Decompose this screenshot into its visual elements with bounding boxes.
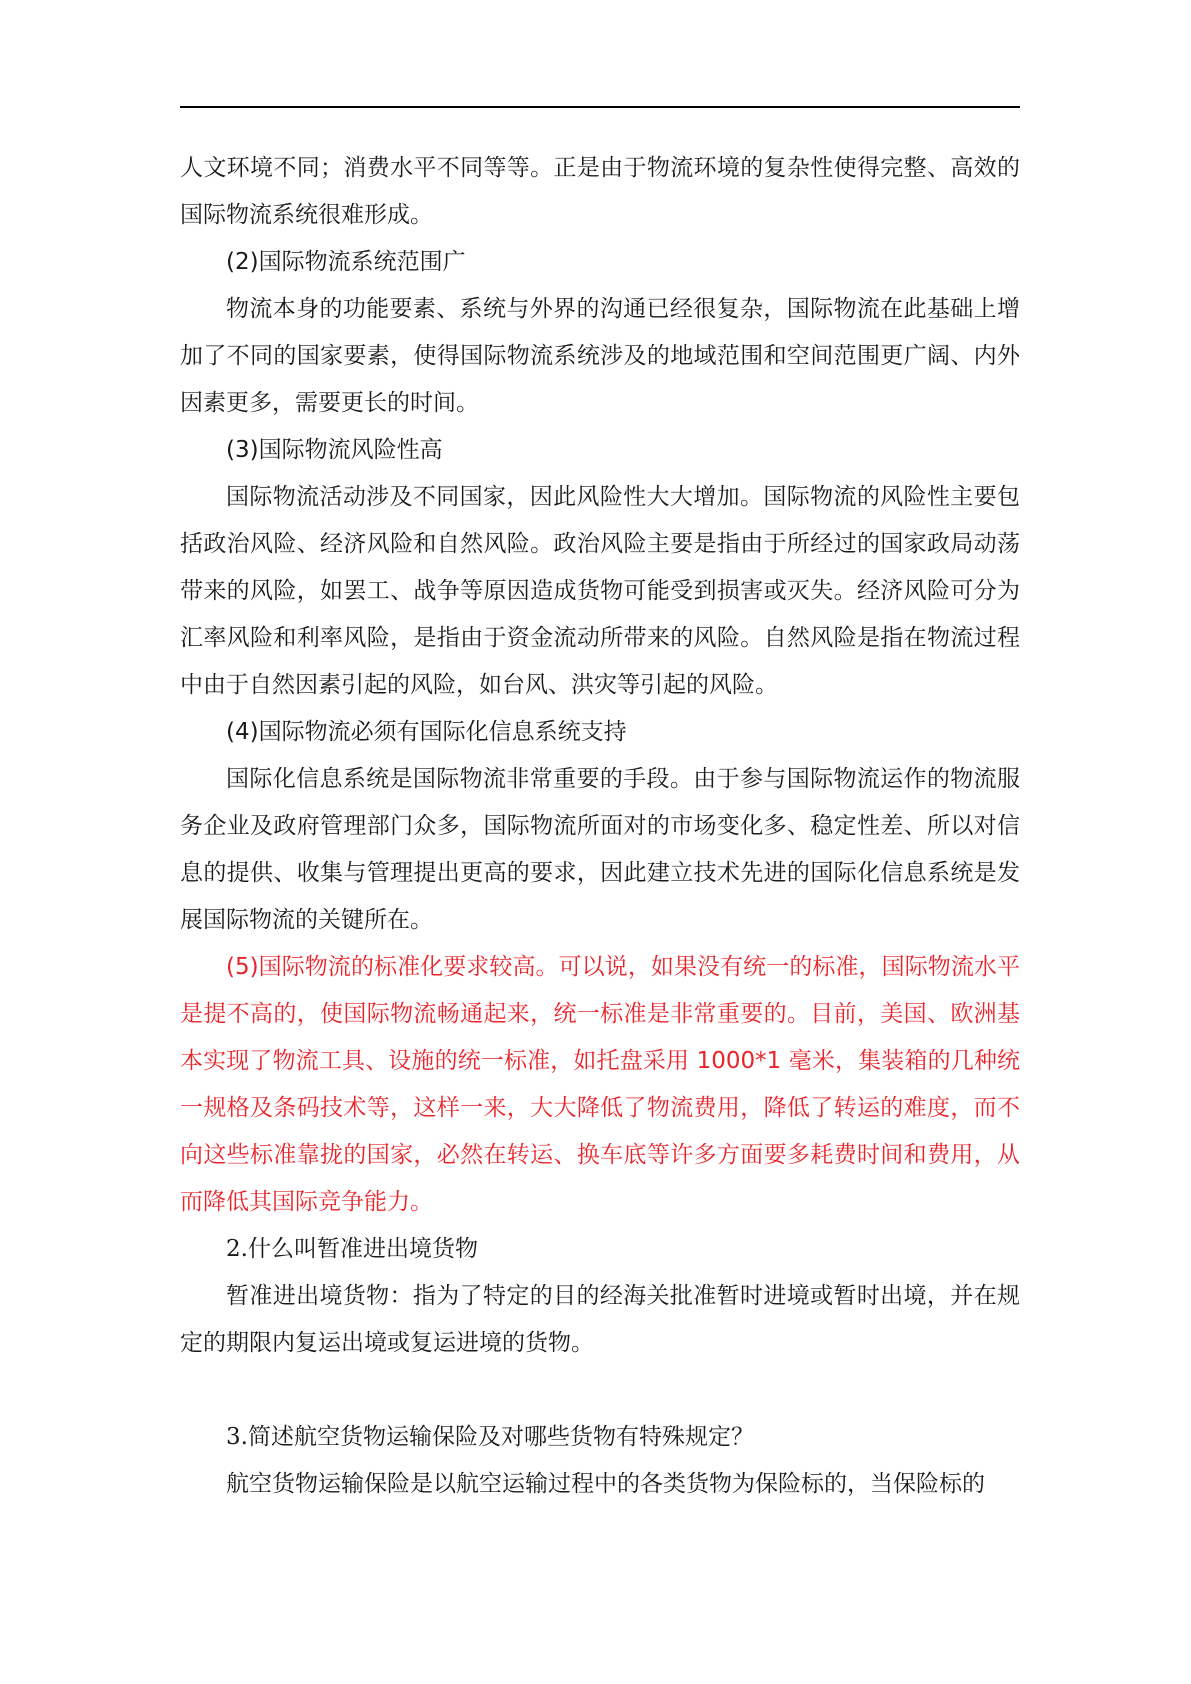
paragraph-scope-wide: 物流本身的功能要素、系统与外界的沟通已经很复杂，国际物流在此基础上增加了不同的国家要素，使得国际物流系统涉及的地域范围和空间范围更广阔、内外因素更多，需要更长的时间。	[180, 296, 1020, 416]
document-body	[180, 145, 1020, 1508]
question-air-cargo-insurance: 3.简述航空货物运输保险及对哪些货物有特殊规定？	[226, 1424, 754, 1450]
question-temporary-goods: 2.什么叫暂准进出境货物	[226, 1236, 478, 1262]
answer-temporary-goods: 暂准进出境货物：指为了特定的目的经海关批准暂时进境或暂时出境，并在规定的期限内复运出境或复运进境的货物。	[180, 1283, 1020, 1356]
paragraph-info-system: 国际化信息系统是国际物流非常重要的手段。由于参与国际物流运作的物流服务企业及政府管理部门众多，国际物流所面对的市场变化多、稳定性差、所以对信息的提供、收集与管理提出更高的要求，因此建立技术先进的国际化信息系统是发展国际物流的关键所在。	[180, 766, 1020, 933]
paragraph-high-risk: 国际物流活动涉及不同国家，因此风险性大大增加。国际物流的风险性主要包括政治风险、经济风险和自然风险。政治风险主要是指由于所经过的国家政局动荡带来的风险，如罢工、战争等原因造成货物可能受到损害或灭失。经济风险可分为汇率风险和利率风险，是指由于资金流动所带来的风险。自然风险是指在物流过程中由于自然因素引起的风险，如台风、洪灾等引起的风险。	[180, 484, 1020, 698]
heading-info-system: (4)国际物流必须有国际化信息系统支持	[226, 719, 627, 745]
heading-high-risk: (3)国际物流风险性高	[226, 437, 443, 463]
blank-line	[180, 1367, 1020, 1414]
header-rule	[180, 106, 1020, 108]
answer-air-cargo-insurance: 航空货物运输保险是以航空运输过程中的各类货物为保险标的，当保险标的	[226, 1471, 985, 1497]
heading-scope-wide: (2)国际物流系统范围广	[226, 249, 466, 275]
paragraph-continued: 人文环境不同；消费水平不同等等。正是由于物流环境的复杂性使得完整、高效的国际物流系统很难形成。	[180, 155, 1020, 228]
paragraph-standardization: (5)国际物流的标准化要求较高。可以说，如果没有统一的标准，国际物流水平是提不高的，使国际物流畅通起来，统一标准是非常重要的。目前，美国、欧洲基本实现了物流工具、设施的统一标准，如托盘采用 1000*1 毫米，集装箱的几种统一规格及条码技术等，这样一来，大大降低了物流费用，降低了转运的难度，而不向这些标准靠拢的国家，必然在转运、换车底等许多方面要多耗费时间和费用，从而降低其国际竞争能力。	[180, 954, 1020, 1215]
